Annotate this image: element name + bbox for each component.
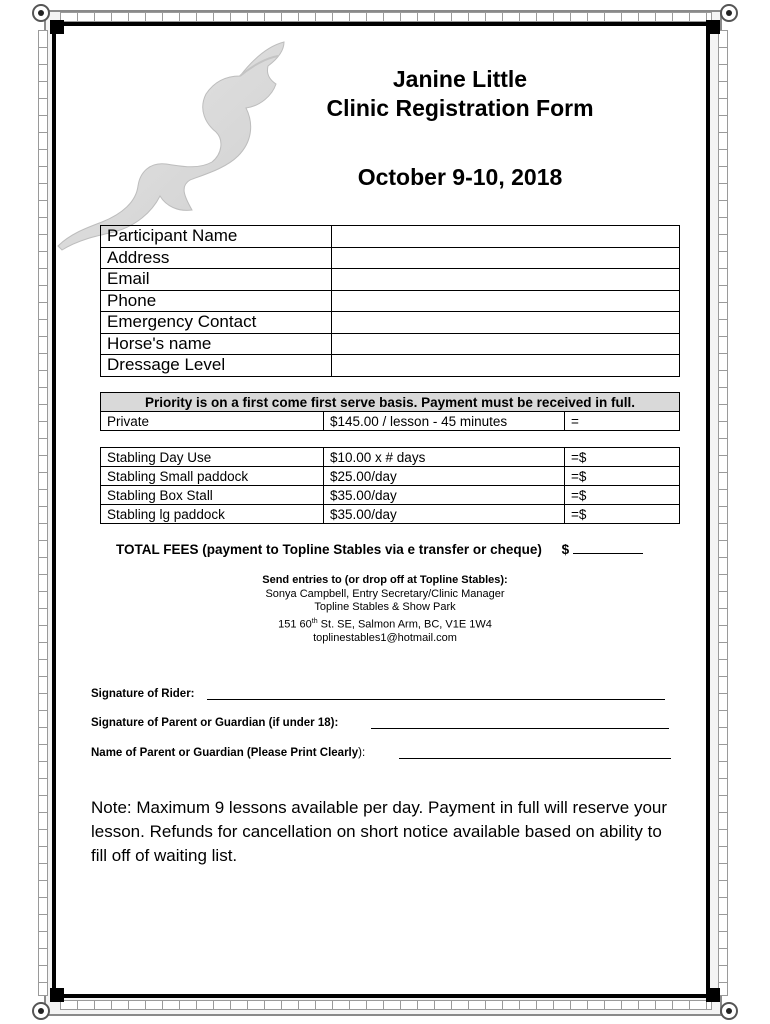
corner-ornament-bottom-right bbox=[704, 986, 738, 1020]
table-row bbox=[101, 355, 680, 377]
table-row bbox=[101, 412, 680, 431]
corner-ornament-top-right bbox=[704, 4, 738, 38]
stabling-item: Stabling Small paddock bbox=[101, 467, 324, 486]
stabling-total-field[interactable]: =$ bbox=[565, 467, 680, 486]
table-row bbox=[101, 269, 680, 291]
stabling-item: Stabling lg paddock bbox=[101, 505, 324, 524]
dressage-level-field[interactable] bbox=[332, 355, 680, 377]
border-ladder-left bbox=[38, 30, 48, 996]
form-title: Clinic Registration Form bbox=[326, 95, 594, 121]
total-fees bbox=[116, 541, 643, 557]
email-field[interactable] bbox=[332, 269, 680, 291]
border-ladder-right bbox=[718, 30, 728, 996]
parent-signature-label: Signature of Parent or Guardian (if under 18): bbox=[91, 717, 339, 729]
field-label: Email bbox=[101, 269, 332, 291]
table-row bbox=[101, 486, 680, 505]
stabling-rate: $35.00/day bbox=[324, 486, 565, 505]
field-label: Phone bbox=[101, 290, 332, 312]
stabling-rate: $35.00/day bbox=[324, 505, 565, 524]
field-label: Emergency Contact bbox=[101, 312, 332, 334]
border-ladder-top bbox=[60, 12, 712, 22]
field-label: Participant Name bbox=[101, 226, 332, 248]
field-label: Address bbox=[101, 247, 332, 269]
field-label: Horse's name bbox=[101, 333, 332, 355]
address-field[interactable] bbox=[332, 247, 680, 269]
entry-venue: Topline Stables & Show Park bbox=[314, 601, 456, 613]
lesson-pricing-table bbox=[100, 392, 680, 431]
priority-notice: Priority is on a first come first serve basis. Payment must be received in full. bbox=[101, 393, 680, 412]
stabling-rate: $25.00/day bbox=[324, 467, 565, 486]
lesson-total-field[interactable]: = bbox=[565, 412, 680, 431]
table-row bbox=[101, 333, 680, 355]
table-row bbox=[101, 505, 680, 524]
parent-name-line: Name of Parent or Guardian (Please Print Clearly): bbox=[91, 747, 365, 759]
lesson-item: Private bbox=[101, 412, 324, 431]
table-row bbox=[101, 290, 680, 312]
stabling-total-field[interactable]: =$ bbox=[565, 505, 680, 524]
table-row bbox=[101, 312, 680, 334]
stabling-total-field[interactable]: =$ bbox=[565, 486, 680, 505]
stabling-rate: $10.00 x # days bbox=[324, 448, 565, 467]
border-ladder-bottom bbox=[60, 1000, 712, 1010]
total-fees-currency: $ bbox=[561, 542, 570, 557]
rider-signature-field[interactable] bbox=[207, 688, 665, 700]
entry-address: 151 60th St. SE, Salmon Arm, BC, V1E 1W4 bbox=[278, 617, 492, 631]
corner-ornament-bottom-left bbox=[32, 986, 66, 1020]
table-row bbox=[101, 247, 680, 269]
corner-ornament-top-left bbox=[32, 4, 66, 38]
send-entries-heading: Send entries to (or drop off at Topline Stables): bbox=[262, 574, 508, 586]
table-row bbox=[101, 448, 680, 467]
entry-contact: Sonya Campbell, Entry Secretary/Clinic Manager bbox=[265, 587, 505, 600]
parent-signature-field[interactable] bbox=[371, 717, 669, 729]
phone-field[interactable] bbox=[332, 290, 680, 312]
horse-logo-icon bbox=[56, 36, 306, 256]
table-row bbox=[101, 226, 680, 248]
stabling-item: Stabling Day Use bbox=[101, 448, 324, 467]
stabling-total-field[interactable]: =$ bbox=[565, 448, 680, 467]
send-entries-block bbox=[200, 574, 570, 645]
lesson-note: Note: Maximum 9 lessons available per day. Payment in full will reserve your lesson. Refunds for cancellation on short notice available based on ability to fill off of waiting list. bbox=[91, 798, 668, 865]
lesson-rate: $145.00 / lesson - 45 minutes bbox=[324, 412, 565, 431]
stabling-table bbox=[100, 447, 680, 524]
parent-signature-line bbox=[91, 717, 338, 729]
participant-name-field[interactable] bbox=[332, 226, 680, 248]
table-row bbox=[101, 467, 680, 486]
total-fees-field[interactable] bbox=[573, 541, 643, 554]
stabling-item: Stabling Box Stall bbox=[101, 486, 324, 505]
participant-info-table bbox=[100, 225, 680, 377]
table-row bbox=[101, 393, 680, 412]
horse-name-field[interactable] bbox=[332, 333, 680, 355]
entry-email: toplinestables1@hotmail.com bbox=[313, 631, 457, 644]
total-fees-label: TOTAL FEES (payment to Topline Stables via e transfer or cheque) bbox=[116, 542, 542, 557]
rider-signature-line bbox=[91, 688, 195, 700]
clinic-dates: October 9-10, 2018 bbox=[357, 164, 563, 190]
parent-name-label: Name of Parent or Guardian (Please Print Clearly bbox=[91, 747, 359, 759]
emergency-contact-field[interactable] bbox=[332, 312, 680, 334]
rider-signature-label: Signature of Rider: bbox=[91, 688, 195, 700]
instructor-name: Janine Little bbox=[392, 66, 528, 92]
parent-name-field[interactable] bbox=[399, 747, 671, 759]
field-label: Dressage Level bbox=[101, 355, 332, 377]
